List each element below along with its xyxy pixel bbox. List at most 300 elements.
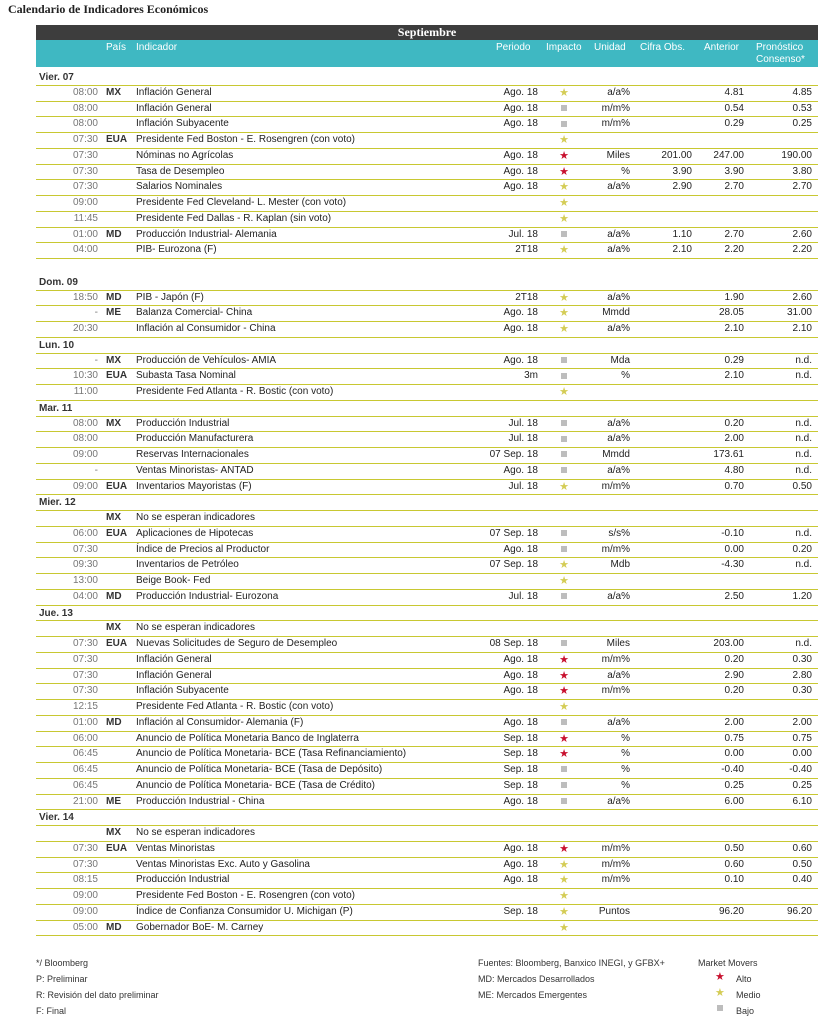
indicator-cell: Presidente Fed Dallas - R. Kaplan (sin voto) bbox=[136, 212, 332, 224]
impact-cell bbox=[552, 448, 576, 463]
time-cell: 08:00 bbox=[72, 102, 98, 114]
table-row bbox=[36, 826, 818, 842]
impact-cell bbox=[552, 921, 576, 937]
col-cifra-obs: Cifra Obs. bbox=[640, 42, 686, 53]
indicator-cell: Inventarios Mayoristas (F) bbox=[136, 480, 252, 492]
impact-medio-icon: ★ bbox=[559, 244, 569, 257]
unit-cell: m/m% bbox=[601, 480, 630, 492]
table-row bbox=[36, 684, 818, 700]
period-cell: Ago. 18 bbox=[503, 653, 538, 665]
table-row bbox=[36, 86, 818, 102]
calendar-table bbox=[36, 70, 818, 936]
impact-medio-icon: ★ bbox=[559, 134, 569, 146]
impact-cell bbox=[552, 354, 576, 369]
unit-cell: a/a% bbox=[607, 291, 630, 303]
obs-cell: 3.90 bbox=[672, 165, 692, 177]
unit-cell: % bbox=[621, 370, 630, 382]
note-final: F: Final bbox=[36, 1006, 67, 1016]
time-cell: 11:00 bbox=[73, 386, 98, 397]
impact-cell bbox=[552, 716, 576, 731]
impact-cell bbox=[552, 133, 576, 149]
table-row bbox=[36, 637, 818, 653]
impact-cell bbox=[552, 732, 576, 748]
impact-cell bbox=[552, 322, 576, 338]
impact-medio-icon: ★ bbox=[559, 701, 569, 713]
period-cell: Sep. 18 bbox=[503, 764, 538, 775]
impact-medio-icon: ★ bbox=[559, 559, 569, 572]
indicator-cell: Inventarios de Petróleo bbox=[136, 559, 239, 571]
country-cell: MD bbox=[106, 291, 122, 303]
col-pais: País bbox=[106, 42, 127, 53]
cons-cell: 0.75 bbox=[792, 732, 812, 744]
cons-cell: 4.85 bbox=[792, 86, 812, 98]
impact-cell bbox=[552, 684, 576, 700]
impact-cell bbox=[552, 165, 576, 181]
country-cell: MD bbox=[106, 590, 122, 602]
impact-cell bbox=[552, 369, 576, 384]
impact-cell bbox=[552, 464, 576, 479]
table-row bbox=[36, 842, 818, 858]
time-cell: 11:45 bbox=[73, 212, 98, 224]
impact-medio-icon: ★ bbox=[559, 323, 569, 335]
impact-medio-icon: ★ bbox=[559, 212, 569, 225]
unit-cell: m/m% bbox=[601, 102, 630, 114]
unit-cell: m/m% bbox=[601, 118, 630, 130]
cons-cell: 2.10 bbox=[792, 323, 812, 334]
prev-cell: 3.90 bbox=[724, 165, 744, 177]
period-cell: 2T18 bbox=[515, 244, 538, 256]
period-cell: Ago. 18 bbox=[503, 165, 538, 177]
indicator-cell: Inflación al Consumidor- Alemania (F) bbox=[136, 716, 304, 728]
impact-cell bbox=[552, 102, 576, 117]
unit-cell: m/m% bbox=[601, 685, 630, 697]
prev-cell: 203.00 bbox=[713, 638, 744, 649]
impact-bajo-icon bbox=[561, 451, 567, 457]
day-label: Lun. 10 bbox=[39, 339, 75, 351]
unit-cell: % bbox=[621, 748, 630, 760]
cons-cell: 96.20 bbox=[786, 905, 812, 917]
cons-cell: 6.10 bbox=[792, 795, 812, 807]
time-cell: 06:45 bbox=[72, 748, 98, 760]
cons-cell: 0.25 bbox=[792, 118, 812, 130]
indicator-cell: Producción Industrial- Alemania bbox=[136, 228, 277, 240]
unit-cell: Mda bbox=[610, 354, 630, 366]
table-row bbox=[36, 448, 818, 464]
table-row bbox=[36, 149, 818, 165]
impact-medio-icon: ★ bbox=[559, 291, 569, 304]
day-label: Vier. 14 bbox=[39, 812, 74, 824]
time-cell: 08:00 bbox=[72, 86, 98, 98]
impact-cell bbox=[552, 653, 576, 669]
impact-cell bbox=[552, 385, 576, 401]
table-row bbox=[36, 747, 818, 763]
period-cell: Ago. 18 bbox=[503, 102, 538, 114]
impact-cell bbox=[552, 228, 576, 243]
prev-cell: 0.10 bbox=[724, 874, 744, 886]
indicator-cell: Presidente Fed Boston - E. Rosengren (con voto) bbox=[136, 890, 356, 901]
prev-cell: -0.40 bbox=[721, 764, 744, 775]
indicator-cell: Presidente Fed Cleveland- L. Mester (con voto) bbox=[136, 197, 347, 208]
cons-cell: n.d. bbox=[795, 559, 812, 571]
legend-bajo-icon bbox=[717, 1002, 723, 1012]
period-cell: Ago. 18 bbox=[503, 307, 538, 319]
time-cell: 09:30 bbox=[72, 559, 98, 571]
time-cell: 06:45 bbox=[72, 764, 98, 775]
impact-bajo-icon bbox=[561, 420, 567, 426]
unit-cell: a/a% bbox=[607, 228, 630, 240]
impact-bajo-icon bbox=[561, 546, 567, 552]
unit-cell: a/a% bbox=[607, 181, 630, 193]
cons-cell: 31.00 bbox=[786, 307, 812, 319]
time-cell: 12:15 bbox=[72, 701, 98, 712]
day-header bbox=[36, 70, 818, 86]
period-cell: 07 Sep. 18 bbox=[489, 449, 538, 460]
indicator-cell: Producción Industrial- Eurozona bbox=[136, 590, 279, 602]
prev-cell: 96.20 bbox=[718, 905, 744, 917]
impact-medio-icon: ★ bbox=[559, 86, 569, 99]
unit-cell: Puntos bbox=[598, 905, 630, 917]
time-cell: 08:00 bbox=[72, 417, 98, 429]
time-cell: 18:50 bbox=[72, 291, 98, 303]
col-anterior: Anterior bbox=[704, 42, 740, 53]
time-cell: 20:30 bbox=[72, 323, 98, 334]
cons-cell: 0.00 bbox=[792, 748, 812, 760]
time-cell: 09:00 bbox=[72, 480, 98, 492]
time-cell: 04:00 bbox=[72, 244, 98, 256]
table-row bbox=[36, 306, 818, 322]
table-row bbox=[36, 779, 818, 795]
indicator-cell: Inflación General bbox=[136, 102, 212, 114]
period-cell: Ago. 18 bbox=[503, 354, 538, 366]
period-cell: Ago. 18 bbox=[503, 669, 538, 681]
prev-cell: 28.05 bbox=[718, 307, 744, 319]
period-cell: 08 Sep. 18 bbox=[489, 638, 538, 649]
prev-cell: 0.20 bbox=[724, 653, 744, 665]
country-cell: ME bbox=[106, 795, 121, 807]
country-cell: MX bbox=[106, 354, 121, 366]
prev-cell: 0.50 bbox=[724, 842, 744, 854]
unit-cell: Miles bbox=[606, 149, 630, 161]
table-row bbox=[36, 243, 818, 259]
indicator-cell: Índice de Confianza Consumidor U. Michigan (P) bbox=[136, 905, 353, 917]
time-cell: 01:00 bbox=[72, 716, 98, 728]
period-cell: Jul. 18 bbox=[508, 480, 538, 492]
time-cell: 07:30 bbox=[72, 638, 98, 649]
cons-cell: n.d. bbox=[795, 354, 812, 366]
indicator-cell: Índice de Precios al Productor bbox=[136, 543, 270, 555]
period-cell: Ago. 18 bbox=[503, 543, 538, 555]
period-cell: Ago. 18 bbox=[503, 874, 538, 886]
indicator-cell: Beige Book- Fed bbox=[136, 575, 211, 586]
day-header bbox=[36, 338, 818, 354]
day-label: Vier. 07 bbox=[39, 72, 74, 83]
impact-alto-icon: ★ bbox=[559, 669, 569, 682]
impact-cell bbox=[552, 558, 576, 574]
cons-cell: 0.40 bbox=[792, 874, 812, 886]
indicator-cell: Reservas Internacionales bbox=[136, 449, 249, 460]
indicator-cell: No se esperan indicadores bbox=[136, 622, 255, 634]
col-impacto: Impacto bbox=[546, 42, 582, 53]
note-me: ME: Mercados Emergentes bbox=[478, 990, 588, 1000]
time-cell: 07:30 bbox=[72, 165, 98, 177]
impact-cell bbox=[552, 149, 576, 165]
prev-cell: 2.90 bbox=[724, 669, 744, 681]
impact-bajo-icon bbox=[561, 530, 567, 536]
impact-cell bbox=[552, 480, 576, 496]
impact-cell bbox=[552, 306, 576, 322]
period-cell: Ago. 18 bbox=[503, 795, 538, 807]
prev-cell: 0.00 bbox=[724, 748, 744, 760]
row-spacer bbox=[36, 259, 818, 275]
table-row bbox=[36, 102, 818, 118]
time-cell: 05:00 bbox=[72, 921, 98, 933]
period-cell: Jul. 18 bbox=[508, 228, 538, 240]
period-cell: 07 Sep. 18 bbox=[489, 527, 538, 539]
period-cell: Ago. 18 bbox=[503, 716, 538, 728]
prev-cell: 1.90 bbox=[724, 291, 744, 303]
time-cell: 07:30 bbox=[72, 858, 98, 870]
unit-cell: a/a% bbox=[607, 244, 630, 256]
time-cell: 07:30 bbox=[72, 543, 98, 555]
indicator-cell: Inflación al Consumidor - China bbox=[136, 323, 276, 334]
time-cell: 09:00 bbox=[72, 890, 98, 901]
impact-medio-icon: ★ bbox=[559, 890, 569, 902]
obs-cell: 201.00 bbox=[661, 149, 692, 161]
time-cell: 06:45 bbox=[72, 779, 98, 791]
unit-cell: % bbox=[621, 732, 630, 744]
indicator-cell: Inflación Subyacente bbox=[136, 685, 229, 697]
indicator-cell: Producción Industrial bbox=[136, 417, 230, 429]
cons-cell: n.d. bbox=[795, 433, 812, 445]
impact-cell bbox=[552, 889, 576, 905]
prev-cell: 2.00 bbox=[724, 433, 744, 445]
indicator-cell: Inflación Subyacente bbox=[136, 118, 229, 130]
cons-cell: 0.30 bbox=[792, 685, 812, 697]
indicator-cell: Inflación General bbox=[136, 86, 212, 98]
indicator-cell: Anuncio de Política Monetaria- BCE (Tasa de Depósito) bbox=[136, 764, 383, 775]
indicator-cell: Presidente Fed Atlanta - R. Bostic (con voto) bbox=[136, 701, 334, 712]
period-cell: 3m bbox=[524, 370, 538, 382]
day-label: Jue. 13 bbox=[39, 607, 73, 619]
impact-cell bbox=[552, 196, 576, 212]
cons-cell: 2.80 bbox=[792, 669, 812, 681]
time-cell: 07:30 bbox=[72, 149, 98, 161]
impact-bajo-icon bbox=[561, 467, 567, 473]
unit-cell: a/a% bbox=[607, 795, 630, 807]
day-label: Dom. 09 bbox=[39, 276, 78, 288]
time-cell: 01:00 bbox=[72, 228, 98, 240]
unit-cell: Mmdd bbox=[602, 307, 630, 319]
unit-cell: Mmdd bbox=[602, 449, 630, 460]
day-header bbox=[36, 606, 818, 622]
impact-alto-icon: ★ bbox=[559, 748, 569, 761]
impact-alto-icon: ★ bbox=[559, 165, 569, 178]
period-cell: Jul. 18 bbox=[508, 590, 538, 602]
indicator-cell: Presidente Fed Boston - E. Rosengren (con voto) bbox=[136, 134, 356, 145]
impact-cell bbox=[552, 432, 576, 447]
legend-alto-icon: ★ bbox=[715, 971, 725, 983]
indicator-cell: Tasa de Desempleo bbox=[136, 165, 225, 177]
impact-bajo-icon bbox=[561, 357, 567, 363]
period-cell: Ago. 18 bbox=[503, 685, 538, 697]
impact-alto-icon: ★ bbox=[559, 732, 569, 745]
country-cell: MX bbox=[106, 827, 121, 838]
impact-medio-icon: ★ bbox=[559, 386, 569, 398]
country-cell: EUA bbox=[106, 370, 128, 382]
unit-cell: m/m% bbox=[601, 543, 630, 555]
impact-cell bbox=[552, 795, 576, 810]
indicator-cell: Anuncio de Política Monetaria- BCE (Tasa de Crédito) bbox=[136, 779, 376, 791]
indicator-cell: Aplicaciones de Hipotecas bbox=[136, 527, 254, 539]
impact-cell bbox=[552, 574, 576, 590]
indicator-cell: Producción Industrial bbox=[136, 874, 230, 886]
table-row bbox=[36, 385, 818, 401]
impact-bajo-icon bbox=[561, 593, 567, 599]
time-cell: 08:00 bbox=[72, 118, 98, 130]
indicator-cell: Producción de Vehículos- AMIA bbox=[136, 354, 277, 366]
time-cell: 07:30 bbox=[72, 685, 98, 697]
impact-bajo-icon bbox=[561, 105, 567, 111]
cons-cell: n.d. bbox=[795, 527, 812, 539]
cons-cell: 3.80 bbox=[792, 165, 812, 177]
impact-cell bbox=[552, 590, 576, 605]
impact-cell bbox=[552, 700, 576, 716]
period-cell: Ago. 18 bbox=[503, 842, 538, 854]
impact-cell bbox=[552, 117, 576, 132]
country-cell: MX bbox=[106, 622, 121, 634]
table-header bbox=[36, 40, 818, 67]
day-header bbox=[36, 275, 818, 291]
indicator-cell: Nuevas Solicitudes de Seguro de Desempleo bbox=[136, 638, 338, 649]
table-row bbox=[36, 700, 818, 716]
cons-cell: 0.50 bbox=[792, 858, 812, 870]
country-cell: EUA bbox=[106, 527, 128, 539]
indicator-cell: Anuncio de Política Monetaria- BCE (Tasa Refinanciamiento) bbox=[136, 748, 407, 760]
unit-cell: a/a% bbox=[607, 464, 630, 476]
impact-alto-icon: ★ bbox=[559, 653, 569, 666]
country-cell: MD bbox=[106, 228, 122, 240]
unit-cell: Mdb bbox=[610, 559, 630, 571]
period-cell: Ago. 18 bbox=[503, 323, 538, 334]
period-cell: Sep. 18 bbox=[503, 779, 538, 791]
period-cell: Ago. 18 bbox=[503, 858, 538, 870]
legend-medio-icon: ★ bbox=[715, 987, 725, 999]
time-cell: 07:30 bbox=[72, 653, 98, 665]
unit-cell: % bbox=[621, 165, 630, 177]
indicator-cell: Gobernador BoE- M. Carney bbox=[136, 921, 264, 933]
impact-cell bbox=[552, 243, 576, 259]
table-row bbox=[36, 417, 818, 433]
table-row bbox=[36, 763, 818, 779]
table-row bbox=[36, 889, 818, 905]
unit-cell: % bbox=[621, 779, 630, 791]
impact-cell bbox=[552, 543, 576, 558]
time-cell: 10:30 bbox=[72, 370, 98, 382]
impact-bajo-icon bbox=[561, 436, 567, 442]
indicator-cell: Ventas Minoristas- ANTAD bbox=[136, 464, 254, 476]
table-row bbox=[36, 858, 818, 874]
unit-cell: % bbox=[621, 764, 630, 775]
prev-cell: 0.75 bbox=[724, 732, 744, 744]
cons-cell: n.d. bbox=[795, 638, 812, 649]
obs-cell: 1.10 bbox=[672, 228, 692, 240]
table-row bbox=[36, 165, 818, 181]
table-row bbox=[36, 196, 818, 212]
prev-cell: 0.54 bbox=[724, 102, 744, 114]
day-label: Mar. 11 bbox=[39, 402, 73, 414]
month-bar: Septiembre bbox=[36, 25, 818, 40]
country-cell: MD bbox=[106, 921, 122, 933]
indicator-cell: Producción Manufacturera bbox=[136, 433, 254, 445]
cons-cell: -0.40 bbox=[789, 764, 812, 775]
time-cell: 06:00 bbox=[72, 527, 98, 539]
cons-cell: n.d. bbox=[795, 449, 812, 460]
table-row bbox=[36, 732, 818, 748]
indicator-cell: Producción Industrial - China bbox=[136, 795, 265, 807]
table-row bbox=[36, 669, 818, 685]
prev-cell: 247.00 bbox=[713, 149, 744, 161]
note-preliminar: P: Preliminar bbox=[36, 974, 88, 984]
table-row bbox=[36, 621, 818, 637]
table-row bbox=[36, 527, 818, 543]
cons-cell: 2.70 bbox=[792, 181, 812, 193]
impact-alto-icon: ★ bbox=[559, 685, 569, 698]
prev-cell: 2.10 bbox=[724, 370, 744, 382]
cons-cell: n.d. bbox=[795, 417, 812, 429]
table-row bbox=[36, 590, 818, 606]
time-cell: - bbox=[94, 354, 98, 366]
prev-cell: 0.25 bbox=[724, 779, 744, 791]
impact-cell bbox=[552, 873, 576, 889]
period-cell: 2T18 bbox=[515, 291, 538, 303]
cons-cell: 0.53 bbox=[792, 102, 812, 114]
prev-cell: 2.20 bbox=[724, 244, 744, 256]
table-row bbox=[36, 322, 818, 338]
impact-medio-icon: ★ bbox=[559, 874, 569, 887]
table-row bbox=[36, 180, 818, 196]
time-cell: 08:00 bbox=[72, 433, 98, 445]
prev-cell: 0.20 bbox=[724, 417, 744, 429]
time-cell: 09:00 bbox=[72, 449, 98, 460]
impact-bajo-icon bbox=[561, 640, 567, 646]
time-cell: 13:00 bbox=[72, 575, 98, 586]
table-row bbox=[36, 716, 818, 732]
unit-cell: m/m% bbox=[601, 858, 630, 870]
table-row bbox=[36, 653, 818, 669]
table-row bbox=[36, 212, 818, 228]
period-cell: Jul. 18 bbox=[508, 433, 538, 445]
impact-bajo-icon bbox=[561, 798, 567, 804]
impact-bajo-icon bbox=[561, 121, 567, 127]
day-label: Mier. 12 bbox=[39, 497, 76, 509]
prev-cell: 2.10 bbox=[724, 323, 744, 334]
note-md: MD: Mercados Desarrollados bbox=[478, 974, 595, 984]
impact-medio-icon: ★ bbox=[559, 480, 569, 493]
legend-alto-label: Alto bbox=[736, 974, 752, 984]
time-cell: 07:30 bbox=[72, 134, 98, 145]
time-cell: 04:00 bbox=[72, 590, 98, 602]
prev-cell: 0.29 bbox=[724, 118, 744, 130]
indicator-cell: Nóminas no Agrícolas bbox=[136, 149, 234, 161]
table-row bbox=[36, 354, 818, 370]
prev-cell: 0.60 bbox=[724, 858, 744, 870]
impact-bajo-icon bbox=[561, 766, 567, 772]
time-cell: 21:00 bbox=[72, 795, 98, 807]
day-header bbox=[36, 401, 818, 417]
impact-bajo-icon bbox=[561, 373, 567, 379]
prev-cell: 2.00 bbox=[724, 716, 744, 728]
cons-cell: 190.00 bbox=[781, 149, 812, 161]
